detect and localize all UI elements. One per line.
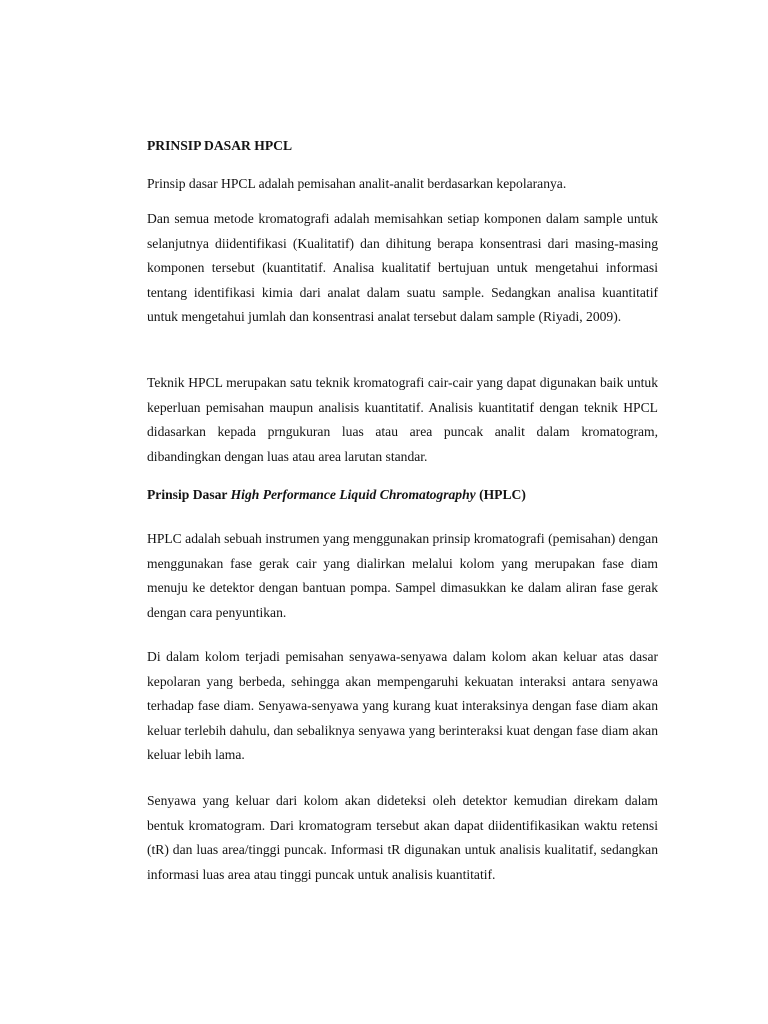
heading-prinsip-dasar-hplc bbox=[147, 486, 658, 504]
heading2-prefix: Prinsip Dasar bbox=[147, 487, 231, 502]
paragraph-kolom-pemisahan: Di dalam kolom terjadi pemisahan senyawa-senyawa dalam kolom akan keluar atas dasar kepolaran yang berbeda, sehingga akan mempengaruhi kekuatan interaksi antara senyawa terhadap fase diam. Senyawa-senyawa yang kurang kuat interaksinya dengan fase diam akan keluar terlebih dahulu, dan sebaliknya senyawa yang berinteraksi kuat dengan fase diam akan keluar lebih lama. bbox=[147, 649, 658, 763]
heading-prinsip-dasar-hpcl: PRINSIP DASAR HPCL bbox=[147, 138, 293, 153]
paragraph-kromatografi-methods: Dan semua metode kromatografi adalah memisahkan setiap komponen dalam sample untuk selanjutnya diidentifikasi (Kualitatif) dan dihitung berapa konsentrasi dari masing-masing komponen tersebut (kuantitatif. Analisa kualitatif bertujuan untuk mengetahui informasi tentang identifikasi kimia dari analat dalam suatu sample. Sedangkan analisa kuantitatif untuk mengetahui jumlah dan konsentrasi analat tersebut dalam sample (Riyadi, 2009). bbox=[147, 211, 658, 325]
paragraph-teknik-hpcl: Teknik HPCL merupakan satu teknik kromatografi cair-cair yang dapat digunakan baik untuk keperluan pemisahan maupun analisis kuantitatif. Analisis kuantitatif dengan teknik HPCL didasarkan kepada prngukuran luas atau area puncak analit dalam kromatogram, dibandingkan dengan luas atau area larutan standar. bbox=[147, 375, 658, 464]
paragraph-hplc-definition: HPLC adalah sebuah instrumen yang menggunakan prinsip kromatografi (pemisahan) dengan menggunakan fase gerak cair yang dialirkan melalui kolom yang merupakan fase diam menuju ke detektor dengan bantuan pompa. Sampel dimasukkan ke dalam aliran fase gerak dengan cara penyuntikan. bbox=[147, 531, 658, 620]
heading2-italic: High Performance Liquid Chromatography bbox=[230, 487, 476, 502]
heading2-suffix: (HPLC) bbox=[475, 487, 526, 502]
paragraph-intro: Prinsip dasar HPCL adalah pemisahan analit-analit berdasarkan kepolaranya. bbox=[147, 176, 567, 191]
paragraph-detektor: Senyawa yang keluar dari kolom akan dideteksi oleh detektor kemudian direkam dalam bentuk kromatogram. Dari kromatogram tersebut akan dapat diidentifikasikan waktu retensi (tR) dan luas area/tinggi puncak. Informasi tR digunakan untuk analisis kualitatif, sedangkan informasi luas area atau tinggi puncak untuk analisis kuantitatif. bbox=[147, 793, 658, 882]
